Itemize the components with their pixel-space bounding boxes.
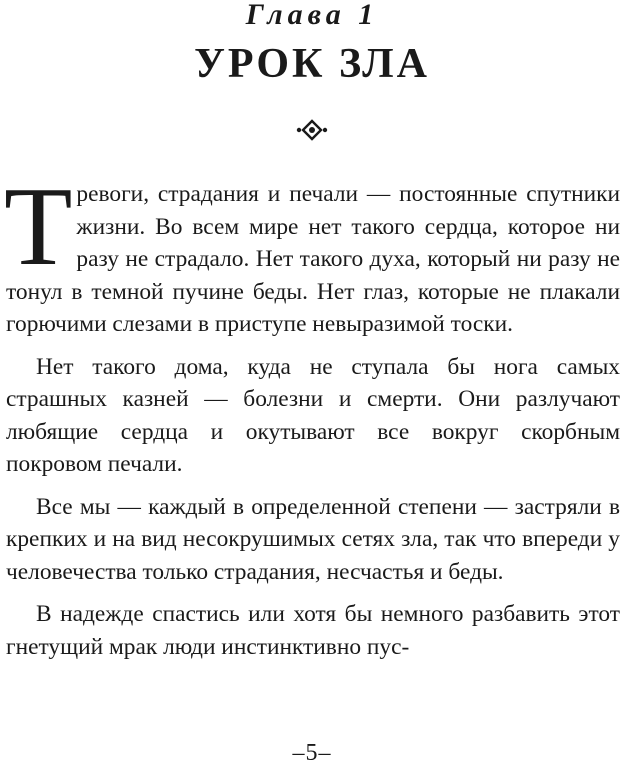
paragraph: В надежде спастись или хотя бы немного разбавить этот гнетущий мрак люди инстинктивно пус- — [6, 601, 620, 660]
diamond-ornament-icon — [296, 118, 328, 142]
page-number: –5– — [292, 740, 332, 766]
paragraph: Все мы — каждый в определенной степени — застряли в крепких и на вид несокрушимых сетях зла, так что впереди у человечества только страдания, несчастья и беды. — [6, 493, 620, 585]
chapter-label: Глава 1 — [245, 0, 379, 31]
drop-cap: Т — [4, 165, 73, 289]
paragraph-text: ревоги, страдания и печали — постоянные спутники жизни. Во всем мире нет такого сердца, которое ни разу не страдало. Нет такого духа, который ни разу не тонул в темной пучине беды. Нет глаз, которые не плакали горючими слезами в приступе невыразимой тоски. — [6, 181, 620, 337]
chapter-body — [4, 165, 620, 673]
paragraph: Нет такого дома, куда не ступала бы нога самых страшных казней — болезни и смерти. Они разлучают любящие сердца и окутывают все вокруг скорбным покровом печали. — [6, 353, 620, 477]
paragraph — [4, 165, 620, 341]
chapter-title: УРОК ЗЛА — [194, 41, 430, 87]
